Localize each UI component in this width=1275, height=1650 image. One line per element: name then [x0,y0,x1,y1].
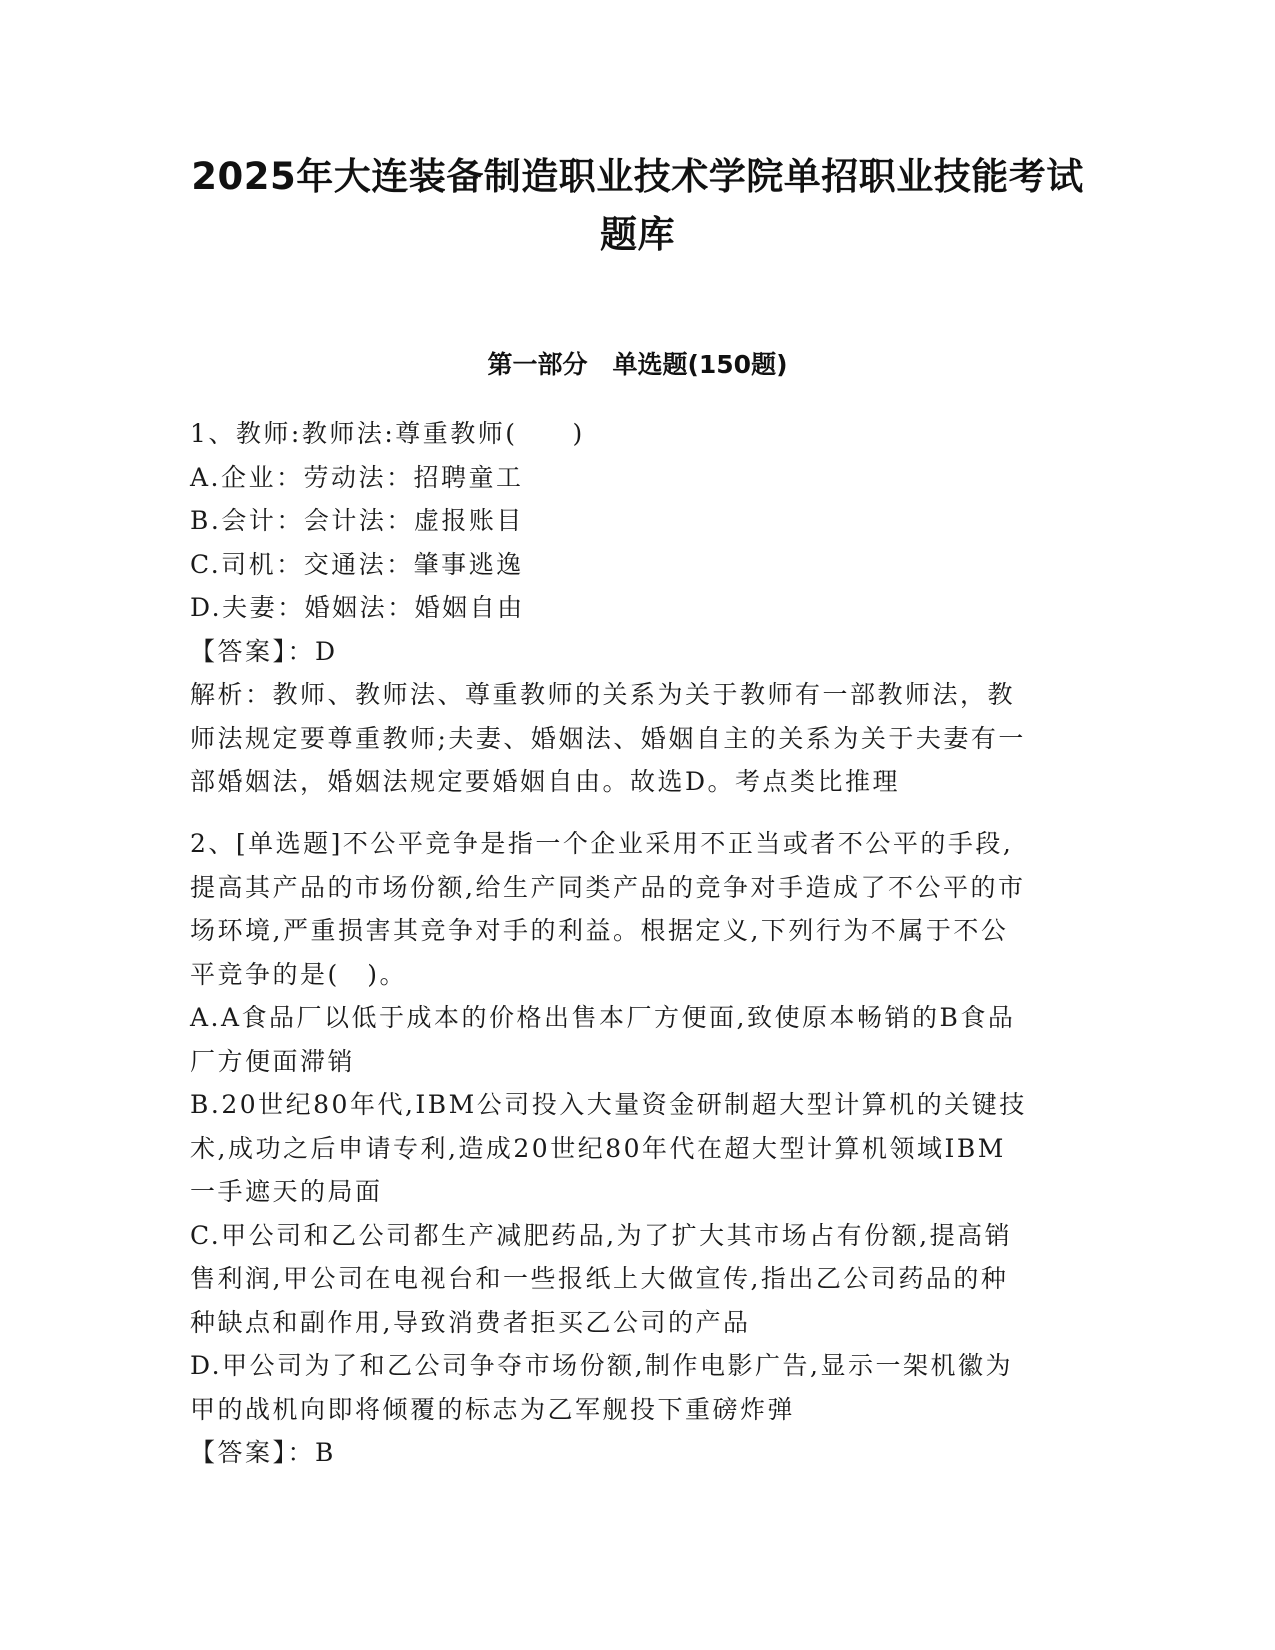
analysis-line: 师法规定要尊重教师;夫妻、婚姻法、婚姻自主的关系为关于夫妻有一 [190,723,1026,753]
option-b-line: 一手遮天的局面 [190,1177,383,1206]
answer: 【答案】：B [190,1438,336,1467]
analysis-line: 部婚姻法，婚姻法规定要婚姻自由。故选D。考点类比推理 [190,767,901,796]
option-c-line: 售利润,甲公司在电视台和一些报纸上大做宣传,指出乙公司药品的种 [190,1264,1009,1293]
option-a: A.企业：劳动法：招聘童工 [190,462,524,492]
document-title [150,148,1125,264]
question-stem-line: 场环境,严重损害其竞争对手的利益。根据定义,下列行为不属于不公 [190,916,1009,945]
document-title-line-1: 2025年大连装备制造职业技术学院单招职业技能考试 [191,155,1084,198]
analysis-line: 解析：教师、教师法、尊重教师的关系为关于教师有一部教师法，教 [190,680,1016,709]
question-2 [190,822,1080,1475]
option-d-line: 甲的战机向即将倾覆的标志为乙军舰投下重磅炸弹 [190,1394,796,1424]
option-c-line: 种缺点和副作用,导致消费者拒买乙公司的产品 [190,1307,751,1337]
question-stem: 1、教师:教师法:尊重教师( ) [190,419,585,448]
question-stem-line: 提高其产品的市场份额,给生产同类产品的竞争对手造成了不公平的市 [190,872,1026,902]
option-d: D.夫妻：婚姻法：婚姻自由 [190,593,525,622]
option-c: C.司机：交通法：肇事逃逸 [190,549,524,579]
option-a-line: A.A食品厂以低于成本的价格出售本厂方便面,致使原本畅销的B食品 [190,1003,1016,1032]
answer: 【答案】：D [190,636,338,666]
question-stem-line: 平竞争的是( )。 [190,959,408,989]
option-b: B.会计：会计法：虚报账目 [190,506,524,535]
option-b-line: B.20世纪80年代,IBM公司投入大量资金研制超大型计算机的关键技 [190,1090,1027,1119]
section-heading: 第一部分 单选题(150题) [487,350,788,379]
question-stem-line: 2、[单选题]不公平竞争是指一个企业采用不正当或者不公平的手段, [190,829,1014,858]
option-c-line: C.甲公司和乙公司都生产减肥药品,为了扩大其市场占有份额,提高销 [190,1220,1013,1250]
option-b-line: 术,成功之后申请专利,造成20世纪80年代在超大型计算机领域IBM [190,1133,1006,1163]
option-a-line: 厂方便面滞销 [190,1046,356,1076]
option-d-line: D.甲公司为了和乙公司争夺市场份额,制作电影广告,显示一架机徽为 [190,1351,1013,1380]
question-1 [190,412,1080,804]
document-title-line-2: 题库 [600,213,675,256]
